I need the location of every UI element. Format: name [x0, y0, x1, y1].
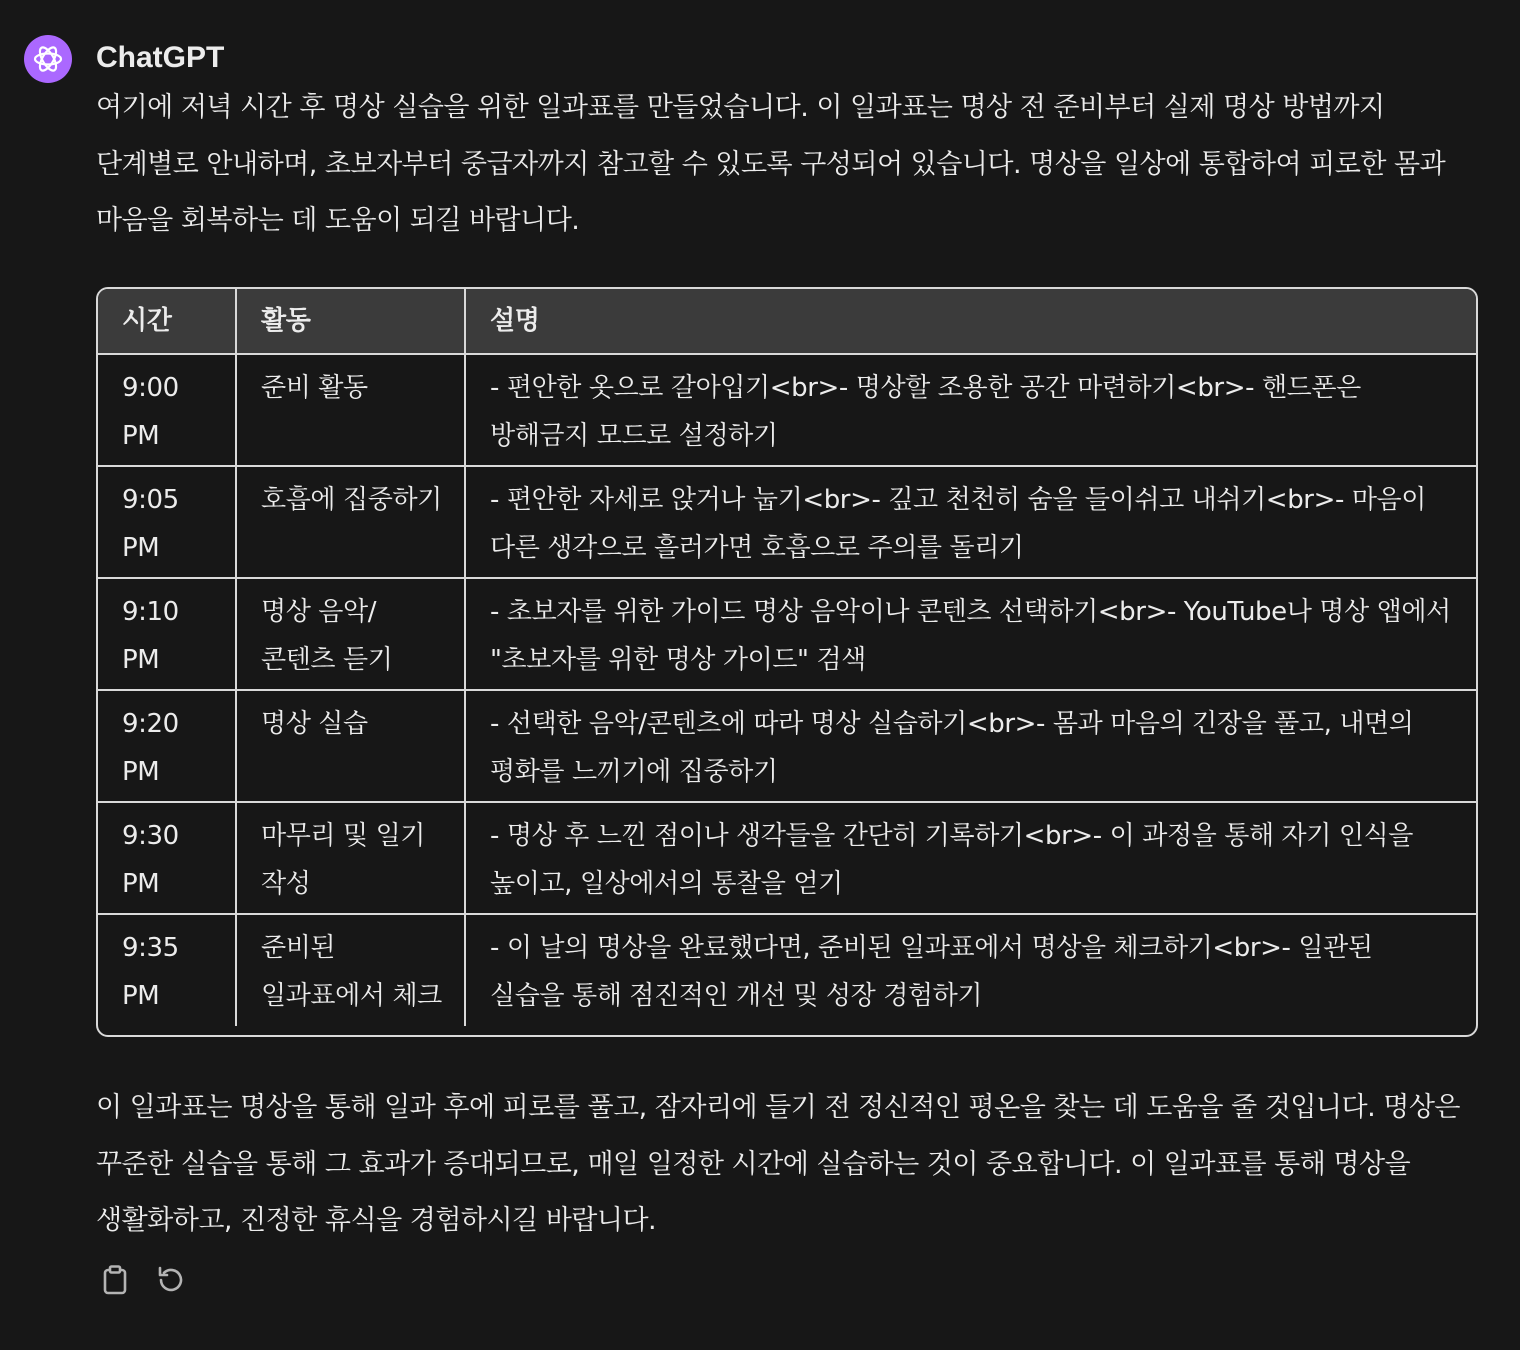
cell-activity: 명상 실습 [236, 690, 465, 802]
message-intro: 여기에 저녁 시간 후 명상 실습을 위한 일과표를 만들었습니다. 이 일과표는 명상 전 준비부터 실제 명상 방법까지 단계별로 안내하며, 초보자부터 중급자까지 참고할 수 있도록 구성되어 있습니다. 명상을 일상에 통합하여 피로한 몸과 마음을 회복하는 데 도움이 되길 바랍니다. [96, 92, 1446, 236]
message-actions [98, 1262, 188, 1298]
copy-button[interactable] [98, 1262, 132, 1298]
message-author: ChatGPT [96, 41, 225, 74]
header-time: 시간 [98, 289, 236, 354]
table-row [98, 690, 1476, 802]
header-description: 설명 [465, 289, 1476, 354]
cell-activity: 준비 활동 [236, 354, 465, 466]
table-row [98, 802, 1476, 914]
cell-time: 9:00 PM [98, 354, 236, 466]
table-row [98, 354, 1476, 466]
message-outro: 이 일과표는 명상을 통해 일과 후에 피로를 풀고, 잠자리에 들기 전 정신적인 평온을 찾는 데 도움을 줄 것입니다. 명상은 꾸준한 실습을 통해 그 효과가 증대되므로, 매일 일정한 시간에 실습하는 것이 중요합니다. 이 일과표를 통해 명상을 생활화하고, 진정한 휴식을 경험하시길 바랍니다. [96, 1092, 1461, 1236]
table-header-row [98, 289, 1476, 354]
cell-description: - 선택한 음악/콘텐츠에 따라 명상 실습하기<br>- 몸과 마음의 긴장을 풀고, 내면의 평화를 느끼기에 집중하기 [465, 690, 1476, 802]
cell-description: - 명상 후 느낀 점이나 생각들을 간단히 기록하기<br>- 이 과정을 통해 자기 인식을 높이고, 일상에서의 통찰을 얻기 [465, 802, 1476, 914]
cell-description: - 초보자를 위한 가이드 명상 음악이나 콘텐츠 선택하기<br>- YouTube나 명상 앱에서 "초보자를 위한 명상 가이드" 검색 [465, 578, 1476, 690]
table-row [98, 578, 1476, 690]
header-activity: 활동 [236, 289, 465, 354]
cell-activity: 마무리 및 일기 작성 [236, 802, 465, 914]
regenerate-button[interactable] [154, 1262, 188, 1298]
cell-time: 9:30 PM [98, 802, 236, 914]
cell-time: 9:10 PM [98, 578, 236, 690]
cell-description: - 편안한 자세로 앉거나 눕기<br>- 깊고 천천히 숨을 들이쉬고 내쉬기<br>- 마음이 다른 생각으로 흘러가면 호흡으로 주의를 돌리기 [465, 466, 1476, 578]
cell-activity: 호흡에 집중하기 [236, 466, 465, 578]
cell-activity: 명상 음악/콘텐츠 듣기 [236, 578, 465, 690]
schedule-table [96, 287, 1478, 1037]
table-row [98, 914, 1476, 1026]
cell-activity: 준비된 일과표에서 체크 [236, 914, 465, 1026]
cell-time: 9:35 PM [98, 914, 236, 1026]
cell-description: - 이 날의 명상을 완료했다면, 준비된 일과표에서 명상을 체크하기<br>- 일관된 실습을 통해 점진적인 개선 및 성장 경험하기 [490, 933, 1373, 1011]
openai-logo-icon [31, 42, 65, 76]
cell-time: 9:05 PM [98, 466, 236, 578]
regenerate-icon [155, 1264, 187, 1296]
clipboard-icon [100, 1264, 130, 1296]
table-row [98, 466, 1476, 578]
cell-time: 9:20 PM [98, 690, 236, 802]
cell-description: - 편안한 옷으로 갈아입기<br>- 명상할 조용한 공간 마련하기<br>- 핸드폰은 방해금지 모드로 설정하기 [465, 354, 1476, 466]
avatar [24, 35, 72, 83]
